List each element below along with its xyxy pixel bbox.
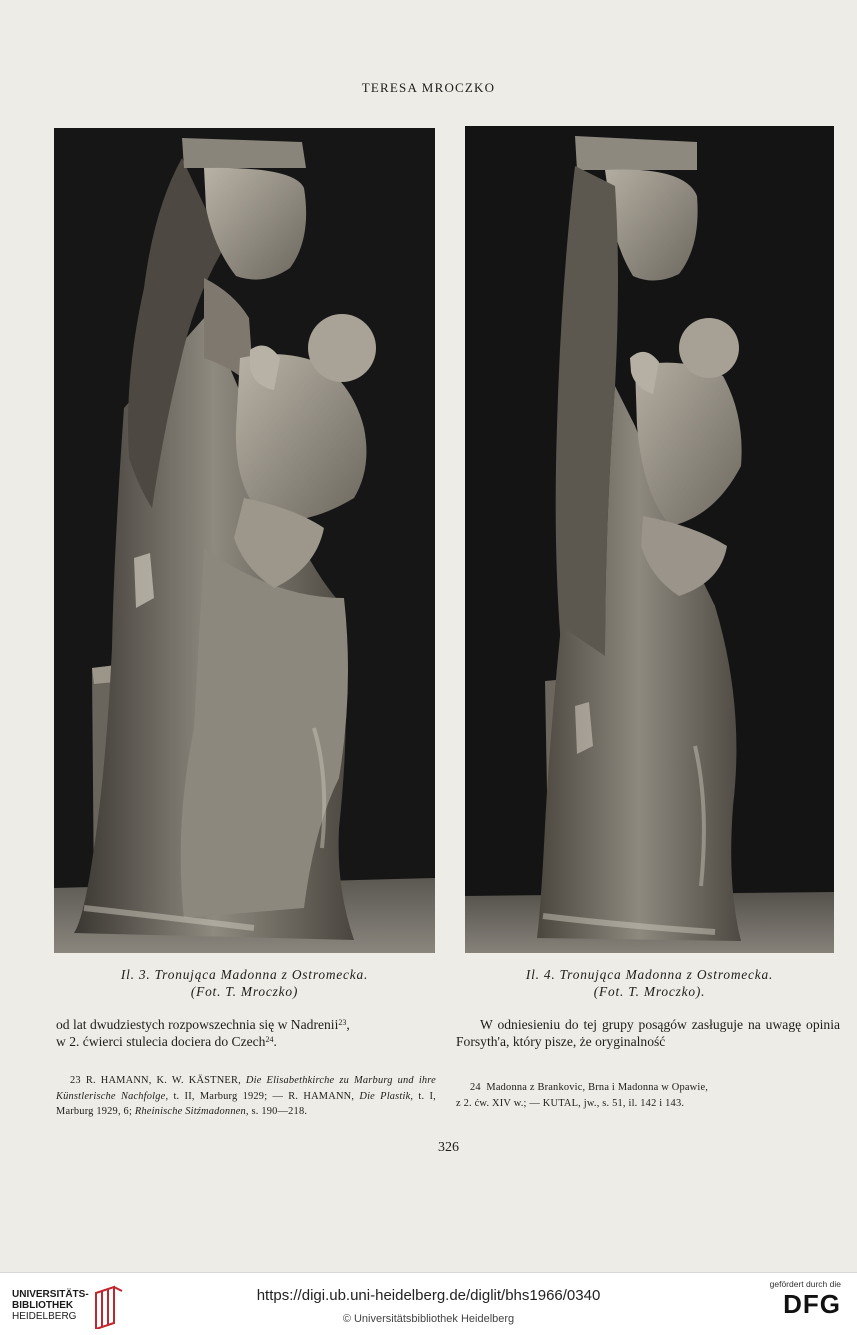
footnote-24-number: 24 <box>470 1082 481 1093</box>
footnote-ref-24[interactable]: 24 <box>265 1035 274 1044</box>
footnote-23-title-3: Rheinische Sitźmadonnen, <box>134 1106 249 1117</box>
copyright-notice: © Universitätsbibliothek Heidelberg <box>342 1313 515 1325</box>
footnote-23 <box>56 1073 436 1120</box>
figure-4-caption <box>465 966 834 1000</box>
footnote-23-authors: R. HAMANN, K. W. KÄSTNER, <box>85 1075 241 1086</box>
viewer-footer <box>0 1272 857 1335</box>
madonna-statue-photo-front <box>54 128 435 953</box>
footnote-24-line-2: z 2. ćw. XIV w.; — KUTAL, jw., s. 51, il. 142 i 143. <box>456 1097 685 1109</box>
page-number: 326 <box>438 1140 459 1155</box>
figure-3-photo <box>54 128 435 953</box>
figure-3-caption-credit: (Fot. T. Mroczko) <box>190 984 299 999</box>
body-text-left-column <box>56 1016 436 1050</box>
footnote-24-line-1: Madonna z Brankovic, Brna i Madonna w Opawie, <box>486 1082 709 1093</box>
footnote-23-title-1: Die Elisabethkirche zu Marburg und ihre Künstlerische Nachfolge, <box>56 1075 436 1102</box>
footnote-23-number: 23 <box>70 1075 81 1086</box>
footnote-23-pages: s. 190—218. <box>251 1106 308 1117</box>
body-left-line-1-text: od lat dwudziestych rozpowszechnia się w Nadrenii <box>56 1017 339 1032</box>
body-left-line-2-end: . <box>273 1034 277 1049</box>
footnote-23-title-2: Die Plastik, <box>359 1090 414 1102</box>
library-name-line-2: BIBLIOTHEK <box>12 1300 74 1311</box>
footnote-23-part-2: t. II, Marburg 1929; — R. HAMANN, <box>173 1090 355 1102</box>
figure-3-caption-title: Il. 3. Tronująca Madonna z Ostromecka. <box>120 967 369 982</box>
body-left-line-1-end: , <box>346 1017 350 1032</box>
library-name-line-1: UNIVERSITÄTS- <box>12 1289 89 1300</box>
body-left-line-1 <box>56 1016 436 1033</box>
body-text-right-column: W odniesieniu do tej grupy posągów zasługuje na uwagę opinia Forsyth'a, który pisze, że oryginalność <box>456 1017 840 1049</box>
funded-by-label: gefördert durch die <box>769 1279 841 1289</box>
figure-4-caption-credit: (Fot. T. Mroczko). <box>593 984 706 999</box>
footnote-23-part-3: t. I, Marburg 1929, 6; <box>56 1090 436 1117</box>
dfg-wordmark: DFG <box>783 1289 841 1319</box>
library-name-line-3: HEIDELBERG <box>12 1311 77 1322</box>
body-left-line-2 <box>56 1033 436 1050</box>
dfg-logo[interactable] <box>759 1279 841 1329</box>
figure-4-caption-title: Il. 4. Tronująca Madonna z Ostromecka. <box>525 967 774 982</box>
body-left-line-2-text: w 2. ćwierci stulecia dociera do Czech <box>56 1034 266 1049</box>
footnote-24 <box>456 1073 840 1111</box>
document-url-link[interactable]: https://digi.ub.uni-heidelberg.de/diglit/bhs1966/0340 <box>256 1287 601 1304</box>
figure-3-caption <box>54 966 435 1000</box>
running-head: TERESA MROCZKO <box>361 80 496 95</box>
madonna-statue-photo-profile <box>465 126 834 953</box>
footnote-ref-23[interactable]: 23 <box>338 1018 347 1027</box>
figure-4-photo <box>465 126 834 953</box>
